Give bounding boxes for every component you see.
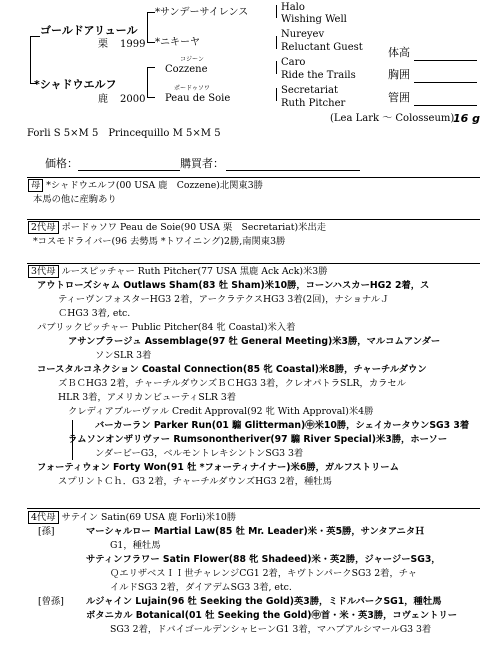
- list-item: ラムソンオンザリヴァー Rumsonontheriver(97 騸 River Special)米3勝，ホーソー: [68, 434, 448, 445]
- sire-color: 栗: [98, 39, 108, 50]
- section-tag: 母: [28, 179, 43, 192]
- dam-sire-ruby: コジーン: [180, 56, 204, 63]
- section-dam-note: 本馬の他に産駒あり: [33, 194, 117, 205]
- g3-8: Ruth Pitcher: [281, 98, 346, 109]
- list-item: コースタルコネクション Coastal Connection(85 牝 Coastal)米8勝，チャーチルダウン: [37, 364, 427, 375]
- sire-year: 1999: [120, 39, 146, 50]
- list-item: マーシャルロー Martial Law(85 牡 Mr. Leader)米・英5勝，サンタアニタＨ: [86, 526, 425, 537]
- list-item: ＣHG3 3着, etc.: [58, 308, 131, 319]
- dam-sire: Cozzene: [165, 64, 208, 75]
- height-label: 体高: [388, 46, 410, 59]
- section-2nd-dam: 2代母 ポードゥソワ Peau de Soie(90 USA 栗 Secretariat)米出走: [28, 222, 326, 234]
- sire-sire: *サンデーサイレンス: [155, 7, 249, 18]
- section-2nd-dam-sub: *コスモドライバー(96 去勢馬 *トワイニング)2勝,南関東3勝: [33, 236, 286, 247]
- dam-dam-ruby: ポードゥソワ: [174, 85, 210, 92]
- list-item: アサンブラージュ Assemblage(97 牡 General Meeting)米3勝，マルコムアンダー: [68, 336, 441, 347]
- list-item: ボタニカル Botanical(01 牡 Seeking the Gold)㊥首・米・英3勝，コヴェントリー: [86, 610, 458, 621]
- list-item: フォーティウォン Forty Won(91 牡 *フォーティナイナー)米6勝，ガルフストリーム: [37, 462, 399, 473]
- family-number: 16 g: [453, 112, 481, 125]
- section-tag: 4代母: [28, 511, 59, 524]
- g3-7: Secretariat: [281, 85, 339, 96]
- list-item: ソンSLR 3着: [95, 350, 152, 361]
- dam-dam: Peau de Soie: [165, 93, 231, 104]
- sire-dam: *ニキーヤ: [155, 37, 200, 48]
- list-item: クレディアブルーヴァル Credit Approval(92 牝 With Approval)米4勝: [68, 406, 374, 417]
- list-item: SG3 2着，ドバイゴールデンシャヒーンG1 3着，マハブアルシマールG3 3着: [110, 624, 432, 635]
- cannon-label: 管囲: [388, 91, 410, 104]
- sire-name: ゴールドアリュール: [40, 24, 138, 37]
- dam-color: 鹿: [98, 94, 108, 105]
- grandchild-tag: [孫]: [38, 526, 55, 537]
- list-item: ルジャイン Lujain(96 牡 Seeking the Gold)英3勝，ミドルパークSG1，種牡馬: [86, 596, 442, 607]
- list-item: バーカーラン Parker Run(01 騸 Glitterman)㊥米10勝，シェイカータウンSG3 3着: [95, 420, 470, 431]
- dam-year: 2000: [120, 94, 146, 105]
- girth-label: 胸囲: [388, 68, 410, 81]
- list-item: パブリックピッチャー Public Pitcher(84 牝 Coastal)米入着: [37, 322, 296, 333]
- section-tag: 2代母: [28, 221, 59, 234]
- price-label: 価格：: [45, 157, 78, 170]
- list-item: ＱエリザベスＩＩ世チャレンジCG1 2着，キヴトンパークSG3 2着，チャ: [110, 568, 418, 579]
- buyer-label: 購買者：: [180, 157, 224, 170]
- g3-4: Reluctant Guest: [281, 42, 363, 53]
- inbreeding: Forli S 5×M 5 Princequillo M 5×M 5: [27, 128, 221, 139]
- section-4th-dam: 4代母 サテイン Satin(69 USA 鹿 Forli)米10勝: [28, 512, 236, 524]
- list-item: G1，種牡馬: [110, 540, 161, 551]
- g3-6: Ride the Trails: [281, 70, 356, 81]
- list-item: ティーヴンフォスターHG3 2着，アークラテクスHG3 3着(2回)，ナショナルＪ: [58, 294, 390, 305]
- g3-1: Halo: [281, 2, 305, 13]
- section-3rd-dam: 3代母 ルースピッチャー Ruth Pitcher(77 USA 黒鹿 Ack Ack)米3勝: [28, 266, 328, 278]
- dam-name: *シャドウエルフ: [34, 78, 117, 91]
- list-item: HLR 3着，アメリカンビューティSLR 3着: [58, 392, 237, 403]
- list-item: サティンフラワー Satin Flower(88 牝 Shadeed)米・英2勝，ジャージーSG3，: [86, 554, 441, 565]
- g3-2: Wishing Well: [281, 14, 347, 25]
- g3-3: Nureyev: [281, 29, 325, 40]
- family-line: (Lea Lark ～ Colosseum): [330, 113, 455, 124]
- list-item: イルドSG3 2着，ダイアデムSG3 3着, etc.: [110, 582, 292, 593]
- list-item: ズＢＣHG3 2着，チャーチルダウンズＢＣHG3 3着，クレオパトラSLR，カラセル: [58, 378, 407, 389]
- section-dam: 母 *シャドウエルフ(00 USA 鹿 Cozzene)北関東3勝: [28, 180, 263, 192]
- list-item: ンダービーG3，ベルモントレキシントンSG3 3着: [95, 448, 304, 459]
- list-item: アウトローズシャム Outlaws Sham(83 牡 Sham)米10勝，コーンハスカーHG2 2着，ス: [37, 280, 430, 291]
- g3-5: Caro: [281, 57, 306, 68]
- section-tag: 3代母: [28, 265, 59, 278]
- list-item: スプリントＣｈ．G3 2着，チャーチルダウンズHG3 2着，種牡馬: [58, 476, 332, 487]
- great-grandchild-tag: [曾孫]: [38, 596, 64, 607]
